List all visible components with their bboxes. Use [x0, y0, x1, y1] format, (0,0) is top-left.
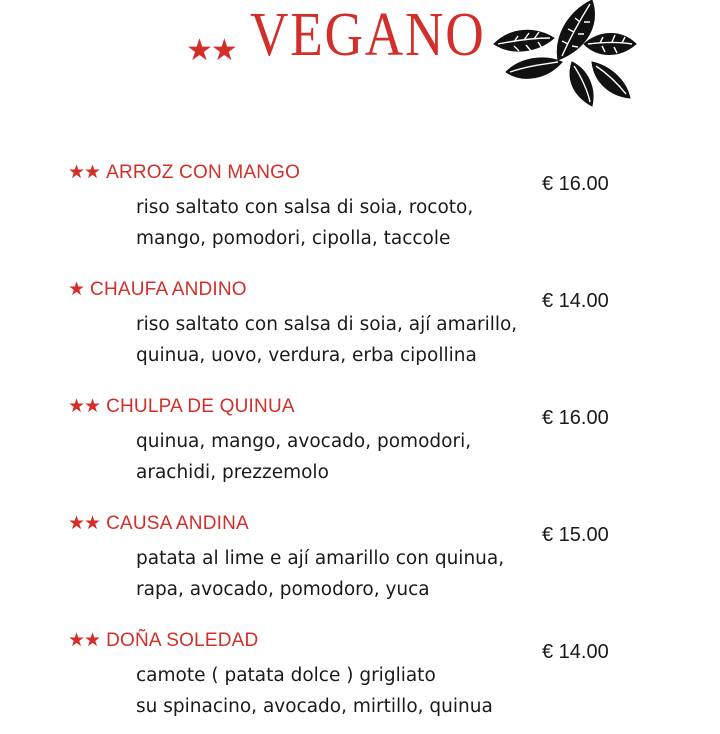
dish-stars: ★★ — [68, 396, 101, 417]
dish-description-line: quinua, uovo, verdura, erba cipollina — [136, 345, 477, 366]
dish-title: DOÑA SOLEDAD — [106, 630, 259, 651]
dish-description-line: riso saltato con salsa di soia, ají amarillo, — [136, 314, 518, 335]
dish-price: € 16.00 — [542, 407, 609, 429]
dish-stars: ★★ — [68, 162, 101, 183]
menu-item — [68, 513, 628, 617]
dish-title: CHULPA DE QUINUA — [106, 396, 295, 417]
dish-price: € 14.00 — [542, 290, 609, 312]
menu-item — [68, 396, 628, 500]
menu-item — [68, 630, 628, 734]
dish-stars: ★★ — [68, 630, 101, 651]
dish-description-line: rapa, avocado, pomodoro, yuca — [136, 579, 430, 600]
menu-header — [0, 0, 720, 110]
dish-description-line: arachidi, prezzemolo — [136, 462, 329, 483]
dish-stars: ★★ — [68, 513, 101, 534]
dish-name — [68, 279, 247, 301]
dish-title: ARROZ CON MANGO — [106, 162, 301, 183]
menu-item — [68, 162, 628, 266]
dish-title: CAUSA ANDINA — [106, 513, 249, 534]
dish-name — [68, 396, 295, 418]
dish-name — [68, 513, 249, 535]
dish-price: € 14.00 — [542, 641, 609, 663]
header-stars: ★★ — [186, 33, 236, 68]
dish-description-line: mango, pomodori, cipolla, taccole — [136, 228, 451, 249]
dish-description — [136, 543, 504, 605]
dish-price: € 15.00 — [542, 524, 609, 546]
dish-description — [136, 426, 471, 488]
dish-description-line: camote ( patata dolce ) grigliato — [136, 665, 436, 686]
dish-description — [136, 192, 473, 254]
dish-name — [68, 630, 258, 652]
menu-item — [68, 279, 628, 383]
dish-name — [68, 162, 300, 184]
dish-description-line: su spinacino, avocado, mirtillo, quinua — [136, 696, 493, 717]
dish-price: € 16.00 — [542, 173, 609, 195]
dish-description — [136, 660, 493, 722]
leaves-illustration-icon — [488, 0, 638, 108]
dish-description — [136, 309, 517, 371]
section-title: VEGANO — [250, 1, 486, 69]
dish-description-line: patata al lime e ají amarillo con quinua, — [136, 548, 505, 569]
dish-description-line: riso saltato con salsa di soia, rocoto, — [136, 197, 474, 218]
dish-description-line: quinua, mango, avocado, pomodori, — [136, 431, 472, 452]
dish-title: CHAUFA ANDINO — [90, 279, 247, 300]
dish-stars: ★ — [68, 279, 85, 300]
